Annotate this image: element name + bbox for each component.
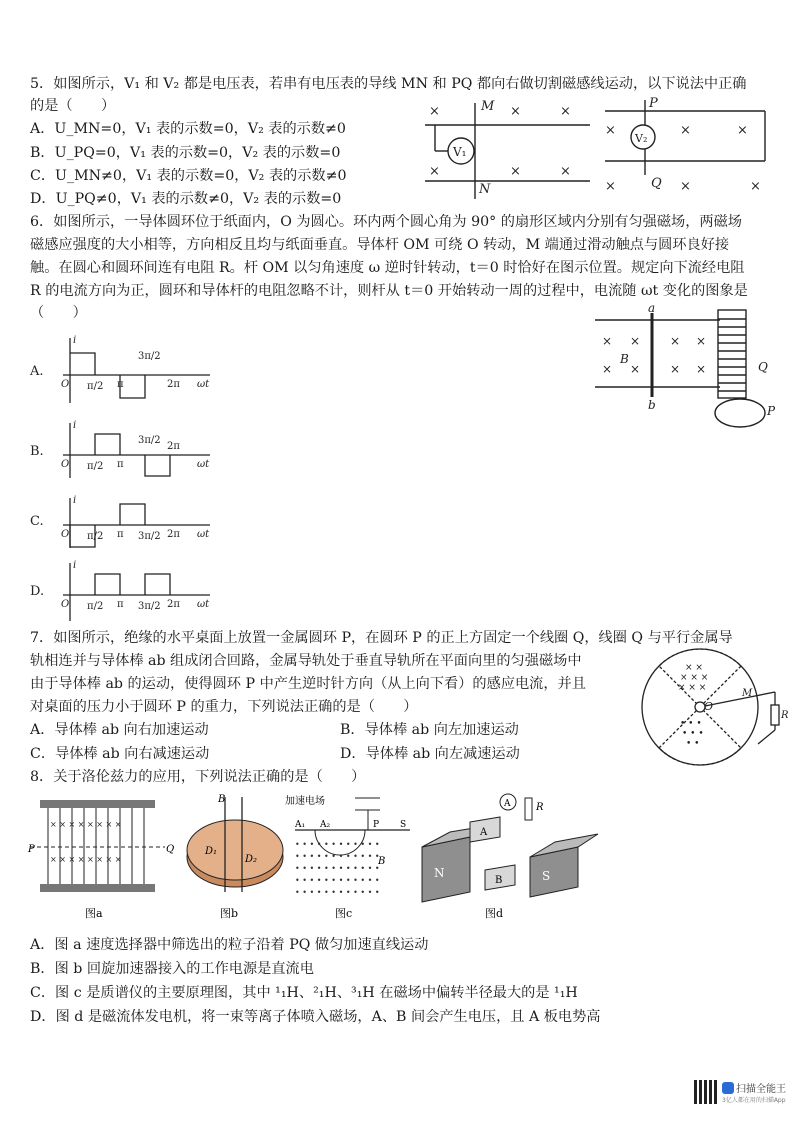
svg-text:i: i bbox=[73, 420, 77, 431]
svg-text:D₂: D₂ bbox=[245, 854, 258, 865]
svg-text:×: × bbox=[630, 362, 641, 376]
svg-text:×: × bbox=[510, 164, 521, 179]
q5-stem-line1: 5．如图所示，V₁ 和 V₂ 都是电压表，若串有电压表的导线 MN 和 PQ 都向右做切割磁感线运动，以下说法中正确 bbox=[30, 76, 747, 92]
svg-text:• • • • • • • • • • • •: • • • • • • • • • • • • bbox=[295, 852, 380, 861]
fig-a-caption: 图a bbox=[85, 907, 103, 920]
svg-text:π/2: π/2 bbox=[87, 381, 104, 392]
label-b-field: B bbox=[620, 352, 629, 366]
svg-text:A₁: A₁ bbox=[295, 820, 306, 830]
app-logo-icon bbox=[722, 1082, 734, 1094]
svg-text:π: π bbox=[117, 529, 124, 540]
svg-text:S: S bbox=[542, 869, 551, 883]
svg-text:×: × bbox=[510, 104, 521, 119]
label-b: b bbox=[648, 398, 656, 412]
q6-stem-line3: 触。在圆心和圆环间连有电阻 R。杆 OM 以匀角速度 ω 逆时针转动，t＝0 时恰好在图示位置。规定向下流经电阻 bbox=[30, 260, 745, 276]
svg-text:π/2: π/2 bbox=[87, 461, 104, 472]
q7-stem-line4: 对桌面的压力小于圆环 P 的重力，下列说法正确的是（ ） bbox=[30, 699, 418, 715]
q8-option-b: B．图 b 回旋加速器接入的工作电源是直流电 bbox=[30, 961, 314, 977]
svg-text:ωt: ωt bbox=[197, 529, 210, 540]
q7-stem-line2: 轨相连并与导体棒 ab 组成闭合回路，金属导轨处于垂直导轨所在平面向里的匀强磁场中 bbox=[30, 653, 582, 669]
fig-a-velocity-selector bbox=[27, 800, 174, 920]
q6-stem-line2: 磁感应强度的大小相等，方向相反且均与纸面垂直。导体杆 OM 可绕 O 转动，M 端通过滑动触点与圆环良好接 bbox=[30, 237, 730, 253]
svg-text:A: A bbox=[480, 827, 488, 838]
q8-option-c: C．图 c 是质谱仪的主要原理图，其中 ¹₁H、²₁H、³₁H 在磁场中偏转半径最大的是 ¹₁H bbox=[30, 985, 578, 1001]
svg-text:• • • • • • • • • • • •: • • • • • • • • • • • • bbox=[295, 888, 380, 897]
svg-text:• • • • • • • • • • • •: • • • • • • • • • • • • bbox=[295, 864, 380, 873]
label-ring-p: P bbox=[767, 404, 776, 418]
svg-text:π: π bbox=[117, 379, 124, 390]
svg-text:加速电场: 加速电场 bbox=[285, 796, 325, 807]
svg-text:× × ×: × × × bbox=[678, 683, 707, 693]
q5-option-b: B．U_PQ=0，V₁ 表的示数=0，V₂ 表的示数=0 bbox=[30, 145, 341, 161]
q6-graphs bbox=[25, 333, 275, 623]
q6-stem-line4: R 的电流方向为正，圆环和导体杆的电阻忽略不计，则杆从 t＝0 开始转动一周的过程中，电流随 ωt 变化的图象是 bbox=[30, 283, 748, 299]
svg-text:i: i bbox=[73, 335, 77, 346]
q5-option-c: C．U_MN≠0，V₁ 表的示数=0，V₂ 表的示数≠0 bbox=[30, 168, 347, 184]
svg-text:×: × bbox=[602, 334, 613, 348]
svg-text:P: P bbox=[28, 844, 35, 855]
q8-stem: 8．关于洛伦兹力的应用，下列说法正确的是（ ） bbox=[30, 769, 366, 785]
svg-text:D₁: D₁ bbox=[205, 846, 218, 857]
qr-code-icon bbox=[694, 1080, 718, 1104]
q6-stem-line1: 6．如图所示，一导体圆环位于纸面内，O 为圆心。环内两个圆心角为 90° 的扇形区域内分别有匀强磁场，两磁场 bbox=[30, 214, 742, 230]
fig-d-caption: 图d bbox=[485, 907, 504, 920]
q7-option-b: B．导体棒 ab 向左加速运动 bbox=[340, 722, 519, 738]
svg-text:O: O bbox=[61, 379, 70, 390]
svg-text:× ×: × × bbox=[685, 663, 703, 673]
scanner-watermark bbox=[694, 1080, 790, 1106]
svg-text:2π: 2π bbox=[167, 529, 180, 540]
svg-text:2π: 2π bbox=[167, 379, 180, 390]
fig-c-caption: 图c bbox=[335, 907, 353, 920]
svg-text:× × ×: × × × bbox=[680, 673, 709, 683]
q7-option-d: D．导体棒 ab 向左减速运动 bbox=[340, 746, 520, 762]
watermark-brand: 扫描全能王 bbox=[736, 1084, 786, 1095]
voltmeter-v1: V₁ bbox=[453, 145, 467, 159]
label-coil-q: Q bbox=[758, 360, 768, 374]
svg-text:×: × bbox=[670, 334, 681, 348]
label-m-rod: M bbox=[742, 688, 753, 699]
label-r: R bbox=[781, 710, 789, 721]
svg-text:π/2: π/2 bbox=[87, 531, 104, 542]
svg-text:S: S bbox=[400, 820, 407, 830]
svg-text:i: i bbox=[73, 560, 77, 571]
svg-text:×: × bbox=[696, 362, 707, 376]
svg-text:×: × bbox=[560, 164, 571, 179]
q8-option-a: A．图 a 速度选择器中筛选出的粒子沿着 PQ 做匀加速直线运动 bbox=[30, 937, 429, 953]
graph-label-a: A. bbox=[30, 364, 44, 379]
label-q: Q bbox=[651, 176, 662, 191]
svg-text:O: O bbox=[61, 529, 70, 540]
label-p: P bbox=[649, 96, 658, 111]
svg-text:×: × bbox=[737, 123, 748, 138]
svg-text:×: × bbox=[750, 179, 761, 194]
svg-text:• • • • • • • • • • • •: • • • • • • • • • • • • bbox=[295, 840, 380, 849]
q5-option-d: D．U_PQ≠0，V₁ 表的示数≠0，V₂ 表的示数=0 bbox=[30, 191, 342, 207]
svg-text:3π/2: 3π/2 bbox=[138, 351, 161, 362]
svg-text:B: B bbox=[218, 794, 226, 805]
q8-figures bbox=[30, 792, 610, 927]
svg-text:• • •: • • • bbox=[680, 719, 702, 729]
q5-figure bbox=[415, 95, 785, 200]
svg-text:2π: 2π bbox=[167, 441, 180, 452]
svg-text:R: R bbox=[536, 802, 544, 813]
svg-text:×: × bbox=[680, 179, 691, 194]
svg-text:× × × × × × × ×: × × × × × × × × bbox=[50, 820, 122, 829]
svg-text:ωt: ωt bbox=[197, 459, 210, 470]
voltmeter-v2: V₂ bbox=[635, 132, 648, 145]
svg-text:ωt: ωt bbox=[197, 599, 210, 610]
svg-text:×: × bbox=[605, 179, 616, 194]
svg-text:× × × × × × × ×: × × × × × × × × bbox=[50, 855, 122, 864]
svg-text:N: N bbox=[434, 866, 445, 880]
graph-label-b: B. bbox=[30, 444, 44, 459]
label-m: M bbox=[481, 99, 495, 114]
q5-stem-line2: 的是（ ） bbox=[30, 98, 116, 114]
svg-text:• •: • • bbox=[686, 739, 700, 749]
svg-text:P: P bbox=[373, 820, 380, 830]
svg-text:×: × bbox=[560, 104, 571, 119]
q6-circle-figure bbox=[640, 640, 790, 775]
svg-text:π: π bbox=[117, 599, 124, 610]
svg-text:i: i bbox=[73, 495, 77, 506]
svg-text:×: × bbox=[670, 362, 681, 376]
q8-option-d: D．图 d 是磁流体发电机，将一束等离子体喷入磁场，A、B 间会产生电压，且 A 板电势高 bbox=[30, 1009, 601, 1025]
graph-label-d: D. bbox=[30, 584, 45, 599]
svg-text:Q: Q bbox=[166, 844, 175, 855]
watermark-sub: 3亿人都在用的扫描App bbox=[722, 1097, 786, 1104]
q7-stem-line3: 由于导体棒 ab 的运动，使得圆环 P 中产生逆时针方向（从上向下看）的感应电流，并且 bbox=[30, 676, 586, 692]
fig-d-mhd-generator bbox=[422, 794, 598, 920]
svg-text:×: × bbox=[602, 362, 613, 376]
label-n: N bbox=[479, 182, 491, 197]
graph-label-c: C. bbox=[30, 514, 44, 529]
label-a: a bbox=[648, 301, 656, 315]
q7-option-c: C．导体棒 ab 向右减速运动 bbox=[30, 746, 210, 762]
q7-stem-line1: 7．如图所示，绝缘的水平桌面上放置一金属圆环 P，在圆环 P 的正上方固定一个线圈 Q，线圈 Q 与平行金属导 bbox=[30, 630, 733, 646]
q7-rail-coil-figure bbox=[590, 301, 790, 435]
svg-text:×: × bbox=[429, 164, 440, 179]
fig-c-mass-spectrometer bbox=[285, 794, 410, 920]
svg-text:×: × bbox=[680, 123, 691, 138]
svg-text:π: π bbox=[117, 459, 124, 470]
q6-stem-line5: （ ） bbox=[30, 305, 87, 321]
svg-text:ωt: ωt bbox=[197, 379, 210, 390]
fig-b-caption: 图b bbox=[220, 907, 239, 920]
svg-text:3π/2: 3π/2 bbox=[138, 531, 161, 542]
svg-text:B: B bbox=[378, 856, 386, 867]
svg-text:B: B bbox=[495, 875, 503, 886]
svg-text:π/2: π/2 bbox=[87, 601, 104, 612]
svg-text:• • •: • • • bbox=[682, 729, 704, 739]
svg-text:O: O bbox=[61, 599, 70, 610]
svg-text:• • • • • • • • • • • •: • • • • • • • • • • • • bbox=[295, 876, 380, 885]
q7-option-a: A．导体棒 ab 向右加速运动 bbox=[30, 722, 209, 738]
label-o: O bbox=[704, 700, 714, 713]
cross-mark: × bbox=[429, 104, 440, 119]
svg-text:O: O bbox=[61, 459, 70, 470]
svg-text:×: × bbox=[630, 334, 641, 348]
fig-b-cyclotron bbox=[187, 794, 283, 920]
svg-text:A₂: A₂ bbox=[320, 820, 331, 830]
svg-text:A: A bbox=[504, 799, 511, 809]
svg-text:×: × bbox=[605, 123, 616, 138]
q5-option-a: A．U_MN=0，V₁ 表的示数=0，V₂ 表的示数≠0 bbox=[30, 121, 346, 137]
svg-text:2π: 2π bbox=[167, 599, 180, 610]
svg-text:3π/2: 3π/2 bbox=[138, 601, 161, 612]
svg-text:3π/2: 3π/2 bbox=[138, 435, 161, 446]
svg-text:×: × bbox=[696, 334, 707, 348]
